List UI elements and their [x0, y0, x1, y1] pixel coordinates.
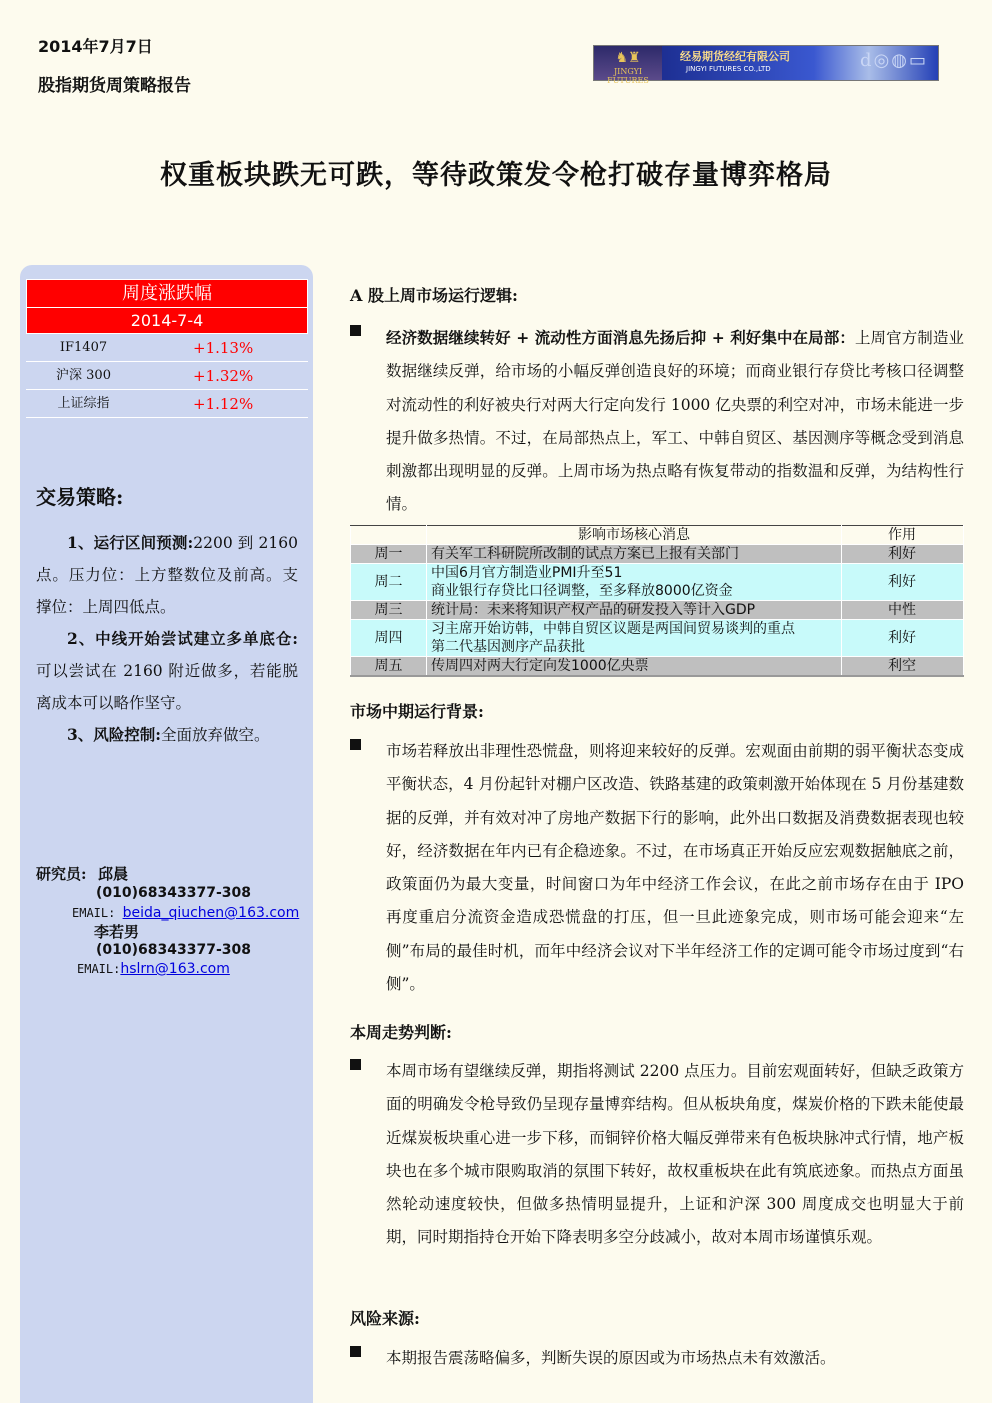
strategy-item	[36, 623, 298, 719]
strategy-item-body: 全面放弃做空。	[161, 726, 270, 744]
strategy-item-body: 可以尝试在 2160 附近做多，若能脱离成本可以略作坚守。	[36, 662, 298, 712]
email-link[interactable]: hslrn@163.com	[120, 961, 230, 977]
report-type: 股指期货周策略报告	[38, 76, 191, 96]
bullet-square-icon	[350, 325, 361, 336]
logo-decoration-icon: d◎◍▭	[860, 50, 928, 71]
strategy-item-body: 2200 到 2160 点。压力位：上方整数位及前高。支撑位：上周四低点。	[36, 534, 299, 616]
bull-bear-logo-icon: ♞♜ JINGYI FUTURES	[594, 46, 662, 80]
bullet-body: 上周官方制造业数据继续反弹，给市场的小幅反弹创造良好的环境；而商业银行存贷比考核口径调整对流动性的利好被央行对两大行定向发行 1000 亿央票的利空对冲，市场未能进一步提升做多热情。不过，在局部热点上，军工、中韩自贸区、基因测序等概念受到消息刺激都出现明显的反弹。上周市场为热点略有恢复带动的指数温和反弹，为结构性行情。	[386, 329, 964, 514]
bullet-this-week	[350, 1055, 964, 1255]
perf-row-name: 上证综指	[57, 396, 110, 411]
table-row	[351, 601, 964, 620]
news-line: 统计局：未来将知识产权产品的研发投入等计入GDP	[431, 602, 756, 618]
strategy-item-head: 1、运行区间预测:	[67, 533, 194, 552]
section-title-risk: 风险来源:	[350, 1309, 420, 1328]
table-row	[351, 657, 964, 677]
news-line: 第二代基因测序产品获批	[431, 639, 585, 655]
row-effect: 利空	[842, 657, 964, 677]
researcher-phone: (010)68343377-308	[96, 942, 251, 958]
perf-row	[26, 390, 308, 418]
row-news	[427, 601, 842, 620]
logo-company-en: JINGYI FUTURES CO.,LTD	[686, 65, 771, 73]
row-day: 周二	[351, 564, 427, 601]
news-line: 习主席开始访韩，中韩自贸区议题是两国间贸易谈判的重点	[431, 621, 795, 637]
logo-mark-text: JINGYI FUTURES	[607, 67, 649, 85]
bullet-square-icon	[350, 739, 361, 750]
company-logo	[593, 45, 939, 85]
strategy-item	[36, 527, 298, 623]
news-table	[350, 525, 964, 677]
bullet-square-icon	[350, 1346, 361, 1357]
strategy-item-head: 3、风险控制:	[67, 725, 162, 744]
strategy-title: 交易策略:	[36, 485, 124, 509]
email-label: EMAIL:	[77, 962, 121, 976]
report-date: 2014年7月7日	[38, 37, 153, 56]
news-line: 商业银行存贷比口径调整，至多释放8000亿资金	[431, 583, 733, 599]
logo-banner	[662, 46, 938, 80]
strategy-list	[36, 527, 298, 751]
row-day: 周五	[351, 657, 427, 677]
perf-row-name: IF1407	[59, 340, 108, 355]
table-row	[351, 545, 964, 564]
bullet-risk	[350, 1342, 964, 1375]
row-effect: 利好	[842, 545, 964, 564]
news-line: 传周四对两大行定向发1000亿央票	[431, 658, 649, 674]
bullet-last-week	[350, 321, 964, 522]
email-link[interactable]: beida_qiuchen@163.com	[122, 905, 300, 921]
page-title: 权重板块跌无可跌，等待政策发令枪打破存量博弈格局	[160, 160, 832, 191]
row-effect: 中性	[842, 601, 964, 620]
section-title-this-week: 本周走势判断:	[350, 1023, 452, 1042]
researcher-name: 邱晨	[98, 865, 129, 883]
row-effect: 利好	[842, 620, 964, 657]
researcher-email	[77, 961, 230, 977]
weekly-performance-table	[26, 279, 308, 418]
researcher-phone: (010)68343377-308	[96, 885, 251, 901]
researcher-email	[72, 905, 299, 921]
section-title-last-week: A 股上周市场运行逻辑:	[350, 286, 518, 305]
row-day: 周四	[351, 620, 427, 657]
perf-date: 2014-7-4	[130, 311, 204, 330]
strategy-item-head: 2、中线开始尝试建立多单底仓:	[67, 629, 298, 648]
news-line: 中国6月官方制造业PMI升至51	[431, 565, 623, 581]
row-news	[427, 620, 842, 657]
bullet-midterm	[350, 735, 964, 1001]
researcher-label: 研究员:	[36, 865, 87, 883]
row-effect: 利好	[842, 564, 964, 601]
perf-row-name: 沪深 300	[56, 368, 111, 383]
header-effect: 作用	[842, 526, 964, 545]
sidebar	[20, 265, 313, 1403]
perf-row	[26, 334, 308, 362]
header-news: 影响市场核心消息	[427, 526, 842, 545]
row-day: 周一	[351, 545, 427, 564]
bullet-square-icon	[350, 1059, 361, 1070]
researcher-name: 李若男	[94, 923, 140, 941]
row-day: 周三	[351, 601, 427, 620]
bullet-text: 本期报告震荡略偏多，判断失误的原因或为市场热点未有效激活。	[386, 1349, 836, 1367]
bullet-text: 市场若释放出非理性恐慌盘，则将迎来较好的反弹。宏观面由前期的弱平衡状态变成平衡状态，4 月份起针对棚户区改造、铁路基建的政策刺激开始体现在 5 月份基建数据的反弹，并有效对冲了房地产数据下行的影响，此外出口数据及消费数据表现也较好，经济数据在年内已有企稳迹象。不过，在市场真正开始反应宏观数据触底之前，政策面仍为最大变量，时间窗口为年中经济工作会议，在此之前市场存在由于 IPO 再度重启分流资金造成恐慌盘的打压，但一旦此迹象完成，则市场可能会迎来“左侧”布局的最佳时机，而年中经济会议对下半年经济工作的定调可能令市场过度到“右侧”。	[386, 742, 964, 994]
strategy-item	[36, 719, 298, 751]
perf-row	[26, 362, 308, 390]
row-news	[427, 545, 842, 564]
table-row	[351, 620, 964, 657]
bullet-head: 经济数据继续转好 + 流动性方面消息先扬后抑 + 利好集中在局部：	[386, 328, 855, 347]
logo-company-cn: 经易期货经纪有限公司	[680, 50, 790, 63]
perf-row-value: +1.13%	[193, 339, 254, 357]
header-day	[351, 526, 427, 545]
perf-title: 周度涨跌幅	[27, 280, 307, 308]
news-table-header	[351, 526, 964, 545]
email-label: EMAIL:	[72, 906, 116, 920]
perf-header	[26, 279, 308, 334]
row-news	[427, 564, 842, 601]
table-row	[351, 564, 964, 601]
row-news	[427, 657, 842, 677]
perf-row-value: +1.12%	[193, 395, 254, 413]
news-line: 有关军工科研院所改制的试点方案已上报有关部门	[431, 546, 739, 562]
bullet-text	[386, 321, 964, 522]
perf-row-value: +1.32%	[193, 367, 254, 385]
section-title-midterm: 市场中期运行背景:	[350, 702, 484, 721]
bullet-text: 本周市场有望继续反弹，期指将测试 2200 点压力。目前宏观面转好，但缺乏政策方面的明确发令枪导致仍呈现存量博弈结构。但从板块角度，煤炭价格的下跌未能使最近煤炭板块重心进一步下移，而铜锌价格大幅反弹带来有色板块脉冲式行情，地产板块也在多个城市限购取消的氛围下转好，故权重板块在此有筑底迹象。而热点方面虽然轮动速度较快，但做多热情明显提升，上证和沪深 300 周度成交也明显大于前期，同时期指持仓开始下降表明多空分歧减小，故对本周市场谨慎乐观。	[386, 1062, 964, 1247]
